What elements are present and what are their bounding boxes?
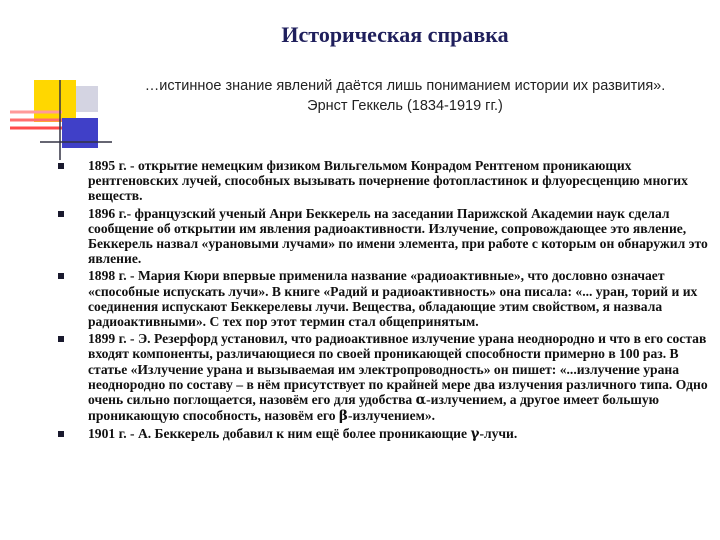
- history-list: [58, 158, 718, 443]
- quote-author: Эрнст Геккель (1834-1919 гг.): [307, 98, 503, 114]
- item-text-part-c: -излучением».: [347, 408, 436, 424]
- alpha-symbol: α: [415, 392, 427, 409]
- epigraph-quote: [100, 76, 710, 116]
- item-text-part-a: 1899 г. - Э. Резерфорд установил, что радиоактивное излучение урана неоднородно и что в его состав входят компоненты, различающиеся по своей проникающей способности примерно в 100 раз. В статье «Излучение урана и вызываемая им электропроводность» он пишет: «...излучение урана неоднородно по составу – в нём присутствует по крайней мере два излучения различного типа. Одно очень сильно поглощается, назовём его для удобства: [88, 331, 708, 408]
- list-item: [58, 158, 718, 204]
- item-text: 1895 г. - открытие немецким физиком Вильгельмом Конрадом Рентгеном проникающих рентгеновских лучей, способных вызывать почернение фотопластинок и флуоресценцию многих веществ.: [88, 158, 688, 204]
- item-text-part-b: -лучи.: [479, 426, 518, 442]
- list-item: [58, 206, 718, 267]
- beta-symbol: β: [338, 408, 348, 425]
- bullet-square-icon: [58, 163, 64, 169]
- gray-square: [76, 86, 98, 112]
- list-item: [58, 268, 718, 329]
- gamma-symbol: γ: [470, 426, 480, 443]
- item-text-part-b: -излучением, а другое имеет большую проникающую способность, назовём его: [88, 392, 660, 424]
- item-text: 1898 г. - Мария Кюри впервые применила название «радиоактивные», что дословно означает «способные испускать лучи». В книге «Радий и радиоактивность» она писала: «... уран, торий и их соединения испускают Беккерелевы лучи. Вещества, обладающие этим свойством, я назвала радиоактивными». С тех пор этот термин стал общепринятым.: [88, 268, 698, 330]
- list-item: [58, 331, 718, 424]
- item-text-part-a: 1901 г. - А. Беккерель добавил к ним ещё более проникающие: [88, 426, 471, 442]
- bullet-square-icon: [58, 336, 64, 342]
- bullet-square-icon: [58, 211, 64, 217]
- bullet-square-icon: [58, 431, 64, 437]
- page-title: Историческая справка: [281, 22, 509, 47]
- list-item: [58, 426, 718, 442]
- bullet-square-icon: [58, 273, 64, 279]
- blue-square: [62, 118, 98, 148]
- item-text: 1896 г.- французский ученый Анри Беккерель на заседании Парижской Академии наук сделал сообщение об открытии им явления радиоактивности. Излучение, сопровождающее это явление, Беккерель назвал «урановыми лучами» по имени элемента, при работе с которым он обнаружил это явление.: [88, 205, 708, 267]
- quote-text: …истинное знание явлений даётся лишь пониманием истории их развития».: [144, 78, 666, 94]
- yellow-square: [34, 80, 76, 122]
